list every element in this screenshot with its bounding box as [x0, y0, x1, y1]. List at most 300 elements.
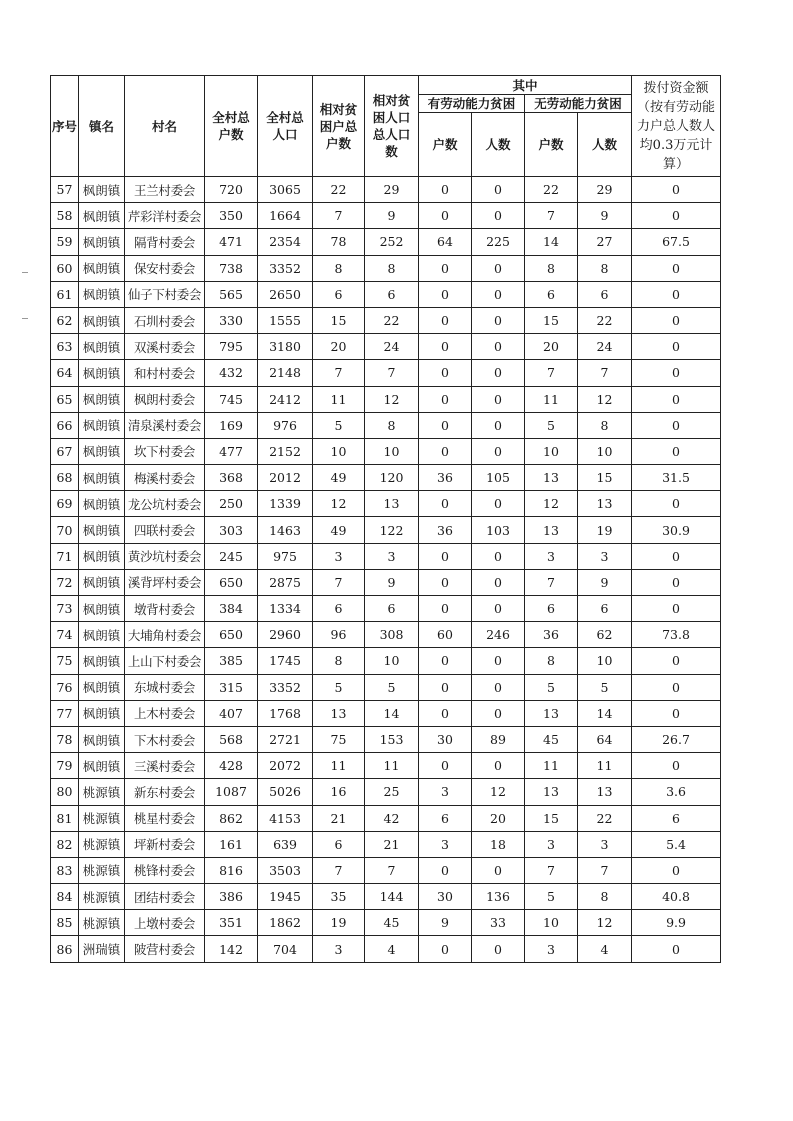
poor-population-cell: 6 [365, 281, 419, 307]
village-cell: 和村村委会 [125, 360, 205, 386]
table-row [51, 281, 721, 307]
town-cell: 桃源镇 [79, 779, 125, 805]
funds-cell: 3.6 [632, 779, 721, 805]
poor-population-cell: 5 [365, 674, 419, 700]
without-labor-households-cell: 13 [525, 517, 578, 543]
poor-households-cell: 3 [313, 543, 365, 569]
funds-cell: 5.4 [632, 831, 721, 857]
total-households-cell: 303 [205, 517, 258, 543]
poor-population-cell: 22 [365, 307, 419, 333]
table-row [51, 857, 721, 883]
village-cell: 芹彩洋村委会 [125, 203, 205, 229]
without-labor-people-cell: 8 [578, 255, 632, 281]
poor-households-cell: 11 [313, 386, 365, 412]
without-labor-households-cell: 8 [525, 648, 578, 674]
poor-population-cell: 120 [365, 465, 419, 491]
with-labor-households-cell: 64 [419, 229, 472, 255]
town-cell: 枫朗镇 [79, 700, 125, 726]
funds-cell: 31.5 [632, 465, 721, 491]
total-households-cell: 738 [205, 255, 258, 281]
seq-cell: 73 [51, 596, 79, 622]
total-population-cell: 2072 [258, 753, 313, 779]
poor-households-cell: 15 [313, 307, 365, 333]
with-labor-people-cell: 0 [472, 857, 525, 883]
without-labor-households-cell: 20 [525, 334, 578, 360]
seq-cell: 85 [51, 910, 79, 936]
poor-population-cell: 4 [365, 936, 419, 962]
without-labor-people-cell: 12 [578, 386, 632, 412]
total-population-cell: 2650 [258, 281, 313, 307]
table-row [51, 779, 721, 805]
with-labor-people-cell: 0 [472, 543, 525, 569]
funds-cell: 67.5 [632, 229, 721, 255]
header-village: 村名 [125, 76, 205, 177]
with-labor-households-cell: 0 [419, 386, 472, 412]
table-row [51, 307, 721, 333]
funds-cell: 0 [632, 674, 721, 700]
total-households-cell: 1087 [205, 779, 258, 805]
poor-households-cell: 5 [313, 412, 365, 438]
total-population-cell: 639 [258, 831, 313, 857]
table-row [51, 229, 721, 255]
without-labor-households-cell: 36 [525, 622, 578, 648]
total-population-cell: 2721 [258, 726, 313, 752]
with-labor-people-cell: 103 [472, 517, 525, 543]
village-cell: 王兰村委会 [125, 177, 205, 203]
without-labor-households-cell: 11 [525, 753, 578, 779]
funds-cell: 26.7 [632, 726, 721, 752]
header-town: 镇名 [79, 76, 125, 177]
with-labor-people-cell: 12 [472, 779, 525, 805]
with-labor-households-cell: 0 [419, 438, 472, 464]
total-households-cell: 351 [205, 910, 258, 936]
without-labor-households-cell: 45 [525, 726, 578, 752]
poor-population-cell: 9 [365, 203, 419, 229]
poor-households-cell: 8 [313, 648, 365, 674]
poor-population-cell: 8 [365, 412, 419, 438]
funds-cell: 0 [632, 307, 721, 333]
total-population-cell: 1945 [258, 884, 313, 910]
without-labor-people-cell: 29 [578, 177, 632, 203]
village-cell: 陂营村委会 [125, 936, 205, 962]
seq-cell: 70 [51, 517, 79, 543]
total-population-cell: 3180 [258, 334, 313, 360]
without-labor-households-cell: 5 [525, 884, 578, 910]
without-labor-people-cell: 64 [578, 726, 632, 752]
poor-population-cell: 308 [365, 622, 419, 648]
total-households-cell: 350 [205, 203, 258, 229]
table-row [51, 936, 721, 962]
village-cell: 仙子下村委会 [125, 281, 205, 307]
without-labor-people-cell: 19 [578, 517, 632, 543]
total-households-cell: 862 [205, 805, 258, 831]
header-of-which: 其中 [419, 76, 632, 95]
poor-households-cell: 78 [313, 229, 365, 255]
without-labor-people-cell: 62 [578, 622, 632, 648]
total-households-cell: 471 [205, 229, 258, 255]
town-cell: 枫朗镇 [79, 726, 125, 752]
header-total-households: 全村总户数 [205, 76, 258, 177]
poor-population-cell: 42 [365, 805, 419, 831]
total-population-cell: 1745 [258, 648, 313, 674]
table-row [51, 386, 721, 412]
table-row [51, 674, 721, 700]
town-cell: 桃源镇 [79, 831, 125, 857]
total-households-cell: 816 [205, 857, 258, 883]
poor-population-cell: 29 [365, 177, 419, 203]
seq-cell: 58 [51, 203, 79, 229]
town-cell: 枫朗镇 [79, 255, 125, 281]
with-labor-households-cell: 36 [419, 517, 472, 543]
without-labor-people-cell: 7 [578, 360, 632, 386]
total-population-cell: 2012 [258, 465, 313, 491]
without-labor-households-cell: 10 [525, 438, 578, 464]
poor-households-cell: 20 [313, 334, 365, 360]
seq-cell: 71 [51, 543, 79, 569]
total-population-cell: 2875 [258, 569, 313, 595]
total-households-cell: 650 [205, 569, 258, 595]
table-row [51, 700, 721, 726]
seq-cell: 65 [51, 386, 79, 412]
poor-population-cell: 144 [365, 884, 419, 910]
table-row [51, 255, 721, 281]
without-labor-households-cell: 3 [525, 936, 578, 962]
village-cell: 梅溪村委会 [125, 465, 205, 491]
without-labor-people-cell: 22 [578, 307, 632, 333]
without-labor-people-cell: 9 [578, 203, 632, 229]
with-labor-people-cell: 105 [472, 465, 525, 491]
total-population-cell: 1768 [258, 700, 313, 726]
without-labor-households-cell: 5 [525, 674, 578, 700]
header-without-labor-households: 户数 [525, 113, 578, 177]
funds-cell: 0 [632, 203, 721, 229]
header-funds: 拨付资金额（按有劳动能力户总人数人均0.3万元计算） [632, 76, 721, 177]
seq-cell: 83 [51, 857, 79, 883]
town-cell: 枫朗镇 [79, 360, 125, 386]
without-labor-households-cell: 7 [525, 203, 578, 229]
with-labor-households-cell: 0 [419, 569, 472, 595]
with-labor-households-cell: 9 [419, 910, 472, 936]
poor-households-cell: 6 [313, 831, 365, 857]
poor-households-cell: 7 [313, 857, 365, 883]
poor-population-cell: 10 [365, 648, 419, 674]
seq-cell: 77 [51, 700, 79, 726]
without-labor-people-cell: 6 [578, 281, 632, 307]
without-labor-people-cell: 27 [578, 229, 632, 255]
with-labor-people-cell: 0 [472, 334, 525, 360]
funds-cell: 0 [632, 491, 721, 517]
table-row [51, 648, 721, 674]
funds-cell: 73.8 [632, 622, 721, 648]
funds-cell: 0 [632, 438, 721, 464]
without-labor-households-cell: 6 [525, 596, 578, 622]
village-cell: 龙公坑村委会 [125, 491, 205, 517]
poor-households-cell: 6 [313, 281, 365, 307]
total-population-cell: 1664 [258, 203, 313, 229]
total-population-cell: 1862 [258, 910, 313, 936]
poor-population-cell: 252 [365, 229, 419, 255]
table-row [51, 726, 721, 752]
with-labor-people-cell: 0 [472, 596, 525, 622]
with-labor-households-cell: 0 [419, 753, 472, 779]
village-cell: 上山下村委会 [125, 648, 205, 674]
funds-cell: 0 [632, 543, 721, 569]
village-cell: 新东村委会 [125, 779, 205, 805]
without-labor-people-cell: 3 [578, 543, 632, 569]
town-cell: 枫朗镇 [79, 386, 125, 412]
seq-cell: 57 [51, 177, 79, 203]
with-labor-households-cell: 0 [419, 307, 472, 333]
total-population-cell: 4153 [258, 805, 313, 831]
poor-households-cell: 6 [313, 596, 365, 622]
poor-population-cell: 24 [365, 334, 419, 360]
town-cell: 洲瑞镇 [79, 936, 125, 962]
town-cell: 枫朗镇 [79, 569, 125, 595]
poor-households-cell: 5 [313, 674, 365, 700]
town-cell: 桃源镇 [79, 910, 125, 936]
poor-households-cell: 3 [313, 936, 365, 962]
table-row [51, 334, 721, 360]
with-labor-people-cell: 136 [472, 884, 525, 910]
header-seq: 序号 [51, 76, 79, 177]
seq-cell: 78 [51, 726, 79, 752]
without-labor-people-cell: 24 [578, 334, 632, 360]
town-cell: 枫朗镇 [79, 465, 125, 491]
seq-cell: 69 [51, 491, 79, 517]
seq-cell: 72 [51, 569, 79, 595]
funds-cell: 6 [632, 805, 721, 831]
data-table-container [50, 75, 720, 963]
seq-cell: 76 [51, 674, 79, 700]
funds-cell: 0 [632, 255, 721, 281]
total-population-cell: 3503 [258, 857, 313, 883]
with-labor-people-cell: 0 [472, 674, 525, 700]
total-households-cell: 384 [205, 596, 258, 622]
total-population-cell: 5026 [258, 779, 313, 805]
town-cell: 枫朗镇 [79, 622, 125, 648]
poor-population-cell: 12 [365, 386, 419, 412]
town-cell: 枫朗镇 [79, 412, 125, 438]
total-population-cell: 1334 [258, 596, 313, 622]
village-cell: 溪背坪村委会 [125, 569, 205, 595]
table-row [51, 831, 721, 857]
funds-cell: 0 [632, 700, 721, 726]
without-labor-people-cell: 10 [578, 648, 632, 674]
total-population-cell: 3352 [258, 255, 313, 281]
funds-cell: 0 [632, 360, 721, 386]
total-population-cell: 975 [258, 543, 313, 569]
with-labor-households-cell: 0 [419, 491, 472, 517]
without-labor-households-cell: 7 [525, 857, 578, 883]
with-labor-households-cell: 30 [419, 726, 472, 752]
village-cell: 枫朗村委会 [125, 386, 205, 412]
seq-cell: 67 [51, 438, 79, 464]
town-cell: 桃源镇 [79, 805, 125, 831]
without-labor-households-cell: 15 [525, 307, 578, 333]
poor-population-cell: 7 [365, 360, 419, 386]
seq-cell: 79 [51, 753, 79, 779]
village-cell: 双溪村委会 [125, 334, 205, 360]
without-labor-people-cell: 5 [578, 674, 632, 700]
without-labor-households-cell: 5 [525, 412, 578, 438]
with-labor-people-cell: 0 [472, 386, 525, 412]
with-labor-households-cell: 3 [419, 831, 472, 857]
table-row [51, 177, 721, 203]
town-cell: 枫朗镇 [79, 596, 125, 622]
with-labor-people-cell: 0 [472, 648, 525, 674]
village-cell: 大埔角村委会 [125, 622, 205, 648]
total-population-cell: 2148 [258, 360, 313, 386]
total-households-cell: 169 [205, 412, 258, 438]
town-cell: 枫朗镇 [79, 491, 125, 517]
total-households-cell: 407 [205, 700, 258, 726]
with-labor-people-cell: 0 [472, 412, 525, 438]
header-with-labor-people: 人数 [472, 113, 525, 177]
table-row [51, 412, 721, 438]
seq-cell: 82 [51, 831, 79, 857]
poverty-funds-table [50, 75, 721, 963]
without-labor-households-cell: 10 [525, 910, 578, 936]
header-poor-households: 相对贫困户总户数 [313, 76, 365, 177]
town-cell: 枫朗镇 [79, 648, 125, 674]
seq-cell: 63 [51, 334, 79, 360]
poor-households-cell: 49 [313, 517, 365, 543]
table-header [51, 76, 721, 177]
village-cell: 黄沙坑村委会 [125, 543, 205, 569]
village-cell: 隔背村委会 [125, 229, 205, 255]
funds-cell: 0 [632, 412, 721, 438]
funds-cell: 0 [632, 281, 721, 307]
total-households-cell: 795 [205, 334, 258, 360]
village-cell: 东城村委会 [125, 674, 205, 700]
with-labor-households-cell: 36 [419, 465, 472, 491]
poor-households-cell: 7 [313, 203, 365, 229]
seq-cell: 80 [51, 779, 79, 805]
total-households-cell: 650 [205, 622, 258, 648]
village-cell: 团结村委会 [125, 884, 205, 910]
table-row [51, 884, 721, 910]
poor-households-cell: 22 [313, 177, 365, 203]
with-labor-people-cell: 18 [472, 831, 525, 857]
with-labor-people-cell: 0 [472, 753, 525, 779]
without-labor-people-cell: 22 [578, 805, 632, 831]
without-labor-households-cell: 13 [525, 779, 578, 805]
town-cell: 桃源镇 [79, 857, 125, 883]
town-cell: 枫朗镇 [79, 307, 125, 333]
seq-cell: 61 [51, 281, 79, 307]
village-cell: 坎下村委会 [125, 438, 205, 464]
with-labor-people-cell: 0 [472, 307, 525, 333]
with-labor-households-cell: 0 [419, 700, 472, 726]
village-cell: 上墩村委会 [125, 910, 205, 936]
total-population-cell: 1339 [258, 491, 313, 517]
town-cell: 枫朗镇 [79, 753, 125, 779]
without-labor-people-cell: 14 [578, 700, 632, 726]
village-cell: 坪新村委会 [125, 831, 205, 857]
town-cell: 枫朗镇 [79, 334, 125, 360]
funds-cell: 0 [632, 386, 721, 412]
with-labor-people-cell: 0 [472, 700, 525, 726]
poor-population-cell: 8 [365, 255, 419, 281]
with-labor-households-cell: 0 [419, 596, 472, 622]
poor-population-cell: 7 [365, 857, 419, 883]
town-cell: 枫朗镇 [79, 517, 125, 543]
seq-cell: 81 [51, 805, 79, 831]
total-population-cell: 2152 [258, 438, 313, 464]
with-labor-households-cell: 0 [419, 412, 472, 438]
poor-households-cell: 10 [313, 438, 365, 464]
poor-population-cell: 122 [365, 517, 419, 543]
total-households-cell: 161 [205, 831, 258, 857]
total-households-cell: 477 [205, 438, 258, 464]
funds-cell: 0 [632, 648, 721, 674]
without-labor-households-cell: 11 [525, 386, 578, 412]
without-labor-people-cell: 8 [578, 884, 632, 910]
table-row [51, 203, 721, 229]
with-labor-people-cell: 0 [472, 203, 525, 229]
total-households-cell: 432 [205, 360, 258, 386]
seq-cell: 62 [51, 307, 79, 333]
poor-population-cell: 10 [365, 438, 419, 464]
without-labor-households-cell: 3 [525, 543, 578, 569]
with-labor-households-cell: 0 [419, 203, 472, 229]
table-row [51, 622, 721, 648]
town-cell: 桃源镇 [79, 884, 125, 910]
seq-cell: 84 [51, 884, 79, 910]
total-households-cell: 565 [205, 281, 258, 307]
with-labor-people-cell: 0 [472, 438, 525, 464]
total-households-cell: 330 [205, 307, 258, 333]
without-labor-people-cell: 10 [578, 438, 632, 464]
with-labor-households-cell: 0 [419, 648, 472, 674]
village-cell: 桃锋村委会 [125, 857, 205, 883]
total-households-cell: 386 [205, 884, 258, 910]
table-row [51, 910, 721, 936]
poor-households-cell: 16 [313, 779, 365, 805]
funds-cell: 0 [632, 569, 721, 595]
total-households-cell: 568 [205, 726, 258, 752]
with-labor-people-cell: 0 [472, 569, 525, 595]
total-population-cell: 704 [258, 936, 313, 962]
header-with-labor-households: 户数 [419, 113, 472, 177]
seq-cell: 74 [51, 622, 79, 648]
with-labor-households-cell: 60 [419, 622, 472, 648]
without-labor-people-cell: 13 [578, 491, 632, 517]
village-cell: 清泉溪村委会 [125, 412, 205, 438]
town-cell: 枫朗镇 [79, 674, 125, 700]
seq-cell: 60 [51, 255, 79, 281]
funds-cell: 30.9 [632, 517, 721, 543]
without-labor-people-cell: 9 [578, 569, 632, 595]
without-labor-households-cell: 13 [525, 465, 578, 491]
header-total-population: 全村总人口 [258, 76, 313, 177]
seq-cell: 64 [51, 360, 79, 386]
with-labor-households-cell: 0 [419, 255, 472, 281]
table-row [51, 805, 721, 831]
town-cell: 枫朗镇 [79, 177, 125, 203]
village-cell: 下木村委会 [125, 726, 205, 752]
with-labor-households-cell: 0 [419, 543, 472, 569]
total-households-cell: 428 [205, 753, 258, 779]
without-labor-people-cell: 6 [578, 596, 632, 622]
poor-population-cell: 9 [365, 569, 419, 595]
total-population-cell: 2412 [258, 386, 313, 412]
village-cell: 三溪村委会 [125, 753, 205, 779]
without-labor-people-cell: 7 [578, 857, 632, 883]
without-labor-households-cell: 15 [525, 805, 578, 831]
funds-cell: 0 [632, 936, 721, 962]
poor-households-cell: 7 [313, 569, 365, 595]
